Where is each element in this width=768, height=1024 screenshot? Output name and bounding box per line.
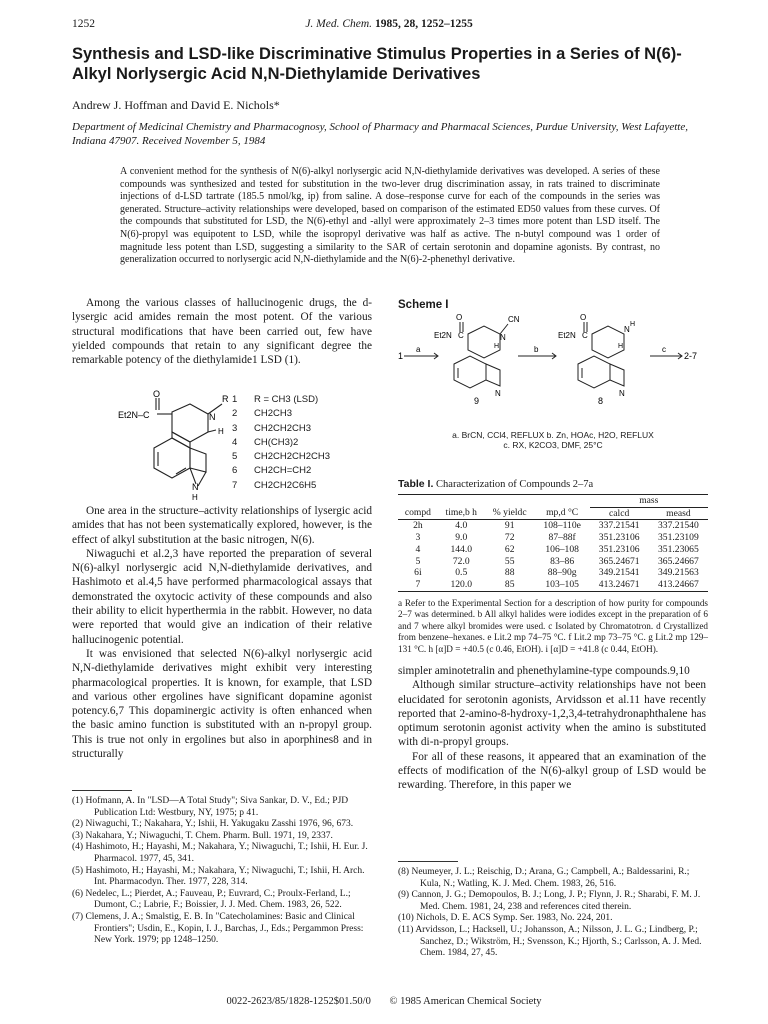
scheme-cmpd-9: 9 [474, 396, 480, 406]
references-rule-left [72, 790, 132, 791]
reference-item: (11) Arvidsson, L.; Hacksell, U.; Johansson, A.; Nilsson, J. L. G.; Lindberg, P.; Sanchez, D.; Wikström, H.; Svensson, K.; Hjorth, S.; Carlsson, A. J. Med. Chem. 1984, 27, 45. [398, 924, 702, 959]
scheme-n-2: N [624, 325, 630, 334]
scheme-start: 1 [398, 351, 404, 361]
paragraph-rationale: For all of these reasons, it appeared that an examination of the effects of modification of the N(6)-alkyl group of LSD would be rewarding. Therefore, in this paper we [398, 750, 706, 792]
r-group-row: 7 CH2CH2C6H5 [232, 479, 317, 491]
references-rule-right [398, 861, 458, 862]
scheme-step-a: a [416, 345, 421, 354]
r-group-row: 1 R = CH3 (LSD) [232, 394, 319, 405]
table-row: 3 9.0 72 87–88f 351.23106 351.23109 [415, 532, 699, 544]
copyright-notice: © 1985 American Chemical Society [389, 996, 542, 1007]
left-column-intro [72, 296, 372, 367]
right-column-body [398, 664, 706, 793]
scheme-h-3: H [618, 343, 624, 350]
table-row: 5 72.0 55 83–86 365.24671 365.24667 [415, 555, 699, 567]
paragraph-niwaguchi: Niwaguchi et al.2,3 have reported the preparation of several N(6)-alkyl norlysergic acid N,N-diethylamide derivatives, and Hashimoto et al.4,5 have performed pharmacological assays that demonstrated the oxytocic activity of these compounds and also their ability to elicit hyperthermia in the rabbit. However, no data were reported that would give an indication of their relative hallucinogenic potential. [72, 547, 372, 646]
table-label: Table I. [398, 478, 434, 490]
reference-item: (6) Nedelec, L.; Pierdet, A.; Fauveau, P.; Euvrard, C.; Proulx-Ferland, L.; Dumont, C.; Labrie, F.; Boissier, J. J. Med. Chem. 1983, 26, 522. [72, 888, 351, 911]
table-row: 7 120.0 85 103–105 413.24671 413.24667 [398, 579, 708, 591]
scheme-et2n-2: Et2N [558, 331, 576, 340]
journal-volume: 1985, 28, 1252–1255 [374, 18, 473, 30]
table-header-row [398, 495, 708, 508]
reference-item: (7) Clemens, J. A.; Smalstig, E. B. In "Catecholamines: Basic and Clinical Frontiers"; Usdin, E., Kopin, I. J., Barchas, J., Eds.; Pergammon Press: New York. 1979; pp 1248–1250. [72, 911, 364, 946]
scheme-conditions-line-1: a. BrCN, CCl4, REFLUX b. Zn, HOAc, H2O, REFLUX [452, 430, 654, 440]
amide-label: Et2N–C [118, 410, 150, 420]
table-header-row: compd time,b h % yieldc mp,d °C calcd measd [398, 507, 708, 520]
table-caption [398, 478, 593, 490]
scheme-c-2: C [582, 331, 588, 340]
table-row: 2h 4.0 91 108–110e 337.21541 337.21540 [413, 520, 699, 532]
n6-label: N [209, 412, 216, 422]
characterization-table [398, 494, 708, 592]
table-row: 4 144.0 62 106–108 351.23106 351.23065 [415, 543, 699, 555]
reference-item: (3) Nakahara, Y.; Niwaguchi, T. Chem. Pharm. Bull. 1971, 19, 2337. [72, 830, 333, 841]
scheme-conditions-line-2: c. RX, K2CO3, DMF, 25°C [503, 440, 603, 450]
journal-citation [72, 18, 706, 30]
scheme-indole-n-1: N [495, 389, 501, 398]
r-group-row: 6 CH2CH=CH2 [232, 465, 312, 477]
reference-item: (2) Niwaguchi, T.; Nakahara, Y.; Ishii, H. Yakugaku Zasshi 1976, 96, 673. [72, 819, 354, 830]
carbonyl-o: O [153, 390, 161, 399]
scheme-et2n-1: Et2N [434, 331, 452, 340]
scheme-c-1: C [458, 331, 464, 340]
r-group-row: 4 CH(CH3)2 [232, 436, 299, 448]
article-title: Synthesis and LSD-like Discriminative Stimulus Properties in a Series of N(6)-Alkyl Norlysergic Acid N,N-Diethylamide Derivatives [72, 45, 682, 83]
article-affiliation: Department of Medicinal Chemistry and Pharmacognosy, School of Pharmacy and Pharmacal Sciences, Purdue University, West Lafayette, Indiana 47907. Received November 5, 1984 [72, 121, 688, 147]
reference-item: (4) Hashimoto, H.; Hayashi, M.; Nakahara, Y.; Niwaguchi, T.; Ishii, H. Eur. J. Pharmacol. 1977, 45, 341. [72, 842, 368, 864]
table-footnotes: a Refer to the Experimental Section for a description of how purity for compounds 2–7 was determined. b All alkyl halides were iodides except in the preparation of 6 and 7 where alkyl bromides were used. c Isolated by Chromatotron. d Crystallized from benzene–hexanes. e Lit.2 mp 74–75 °C. f Lit.2 mp 73–75 °C. g Lit.2 mp 129–131 °C. h [α]D = +40.5 (c 0.46, EtOH). i [α]D = +41.8 (c 0.44, EtOH). [398, 598, 708, 654]
r-group-label: R [222, 394, 229, 404]
scheme-n-1: N [500, 333, 506, 342]
scheme-indole-n-2: N [619, 389, 625, 398]
scheme-cn: CN [508, 315, 520, 324]
r-group-row: 2 CH2CH3 [232, 408, 293, 420]
article-abstract: A convenient method for the synthesis of N(6)-alkyl norlysergic acid N,N-diethylamide derivatives was developed. A series of these compounds was synthesized and tested for substitution in the two-lever drug discrimination assay, in rats trained to discriminate injections of d-LSD tartrate (185.5 nmol/kg, ip) from saline. A dose–response curve for each of the compounds in the series was generated. Structure–activity relationships were developed, based on comparison of the estimated ED50 values from these curves. Of the compounds that substituted for LSD, the N(6)-ethyl and -allyl were approximately 2–3 times more potent than LSD itself. The N(6)-propyl was equipotent to LSD, while the isopropyl derivative was half as active. The n-butyl compound was 1 order of magnitude less potent than LSD, suggesting a similarity to the SAR of certain serotonin and dopamine agonists. By contrast, no generalization occurred to norlysergic acid N,N-diethylamide and the N(6)-2-phenethyl derivative. [120, 166, 660, 266]
journal-name: J. Med. Chem. [305, 18, 373, 30]
reference-item: (8) Neumeyer, J. L.; Reischig, D.; Arana, G.; Campbell, A.; Baldessarini, R.; Kula, N.; Watling, K. J. Med. Chem. 1983, 26, 516. [398, 867, 690, 889]
scheme-h-2: H [630, 321, 636, 328]
scheme-product: 2-7 [684, 351, 698, 361]
table-row: 6i 0.5 88 88–90g 349.21541 349.21563 [414, 567, 699, 579]
paragraph-intro: Among the various classes of hallucinogenic drugs, the d-lysergic acid amides remain the most potent. Of the various structural modifications that have been carried out, few have yielded compounds that retain to any significant degree the remarkable potency of the diethylamide1 LSD (1). [72, 297, 372, 367]
article-authors: Andrew J. Hoffman and David E. Nichols* [72, 98, 280, 112]
scheme-conditions [398, 430, 708, 450]
scheme-step-b: b [534, 345, 539, 354]
paragraph-continued: simpler aminotetralin and phenethylamine-type compounds.9,10 [398, 665, 690, 677]
page-footer [0, 996, 768, 1007]
article-code: 0022-2623/85/1828-1252$01.50/0 [226, 996, 371, 1007]
scheme-o-2: O [580, 313, 587, 322]
r-group-row: 5 CH2CH2CH2CH3 [232, 451, 331, 463]
paragraph-serotonin: Although similar structure–activity relationships have not been elucidated for serotonin agonists, Arvidsson et al.11 have recently reported that 2-amino-8-hydroxy-1,2,3,4-tetrahydronaphthalene has optimum serotonin agonist activity when the amino is substituted with di-n-propyl groups. [398, 679, 706, 749]
scheme-o-1: O [456, 313, 463, 322]
references-right [398, 867, 706, 960]
running-header [72, 18, 706, 34]
indole-n-label: N [192, 482, 199, 492]
scheme-h-1: H [494, 343, 500, 350]
scheme-label: Scheme I [398, 299, 449, 311]
r-group-list [232, 393, 330, 493]
references-left [72, 796, 372, 947]
paragraph-sar: One area in the structure–activity relationships of lysergic acid amides that has not been systematically explored, however, is the effect of alkyl substitution at the basic nitrogen, N(6). [72, 505, 372, 546]
reference-item: (1) Hofmann, A. In "LSD—A Total Study"; Siva Sankar, D. V., Ed.; PJD Publication Ltd: Westbury, NY, 1975; p 41. [72, 796, 349, 818]
reference-item: (10) Nichols, D. E. ACS Symp. Ser. 1983, No. 224, 201. [398, 913, 613, 924]
scheme-cmpd-8: 8 [598, 396, 604, 406]
page-number: 1252 [72, 18, 95, 30]
scheme-step-c: c [662, 345, 666, 354]
table-caption-text: Characterization of Compounds 2–7a [436, 479, 594, 490]
paragraph-envisioned: It was envisioned that selected N(6)-alkyl norlysergic acid N,N-diethylamide derivatives might exhibit very interesting pharmacological properties. It is known, for example, that LSD and various other ergolines have significant dopamine agonist potency.6,7 This dopaminergic activity is often enhanced when the basic amino function is substituted with an n-propyl group. This is true not only in ergolines but also in aporphines8 and in structurally [72, 647, 372, 761]
reference-item: (5) Hashimoto, H.; Hayashi, M.; Nakahara, Y.; Niwaguchi, T.; Ishii, H. Arch. Int. Pharmacodyn. Ther. 1977, 228, 314. [72, 865, 365, 888]
reference-item: (9) Cannon, J. G.; Demopoulos, B. J.; Long, J. P.; Flynn, J. R.; Sharabi, F. M. J. Med. Chem. 1981, 24, 238 and references cited therein. [398, 890, 701, 912]
mass-group-header: mass [590, 495, 708, 508]
h-label: H [218, 427, 224, 436]
left-column-body [72, 504, 372, 761]
r-group-row: 3 CH2CH2CH3 [232, 422, 312, 434]
indole-h-label: H [192, 493, 198, 502]
